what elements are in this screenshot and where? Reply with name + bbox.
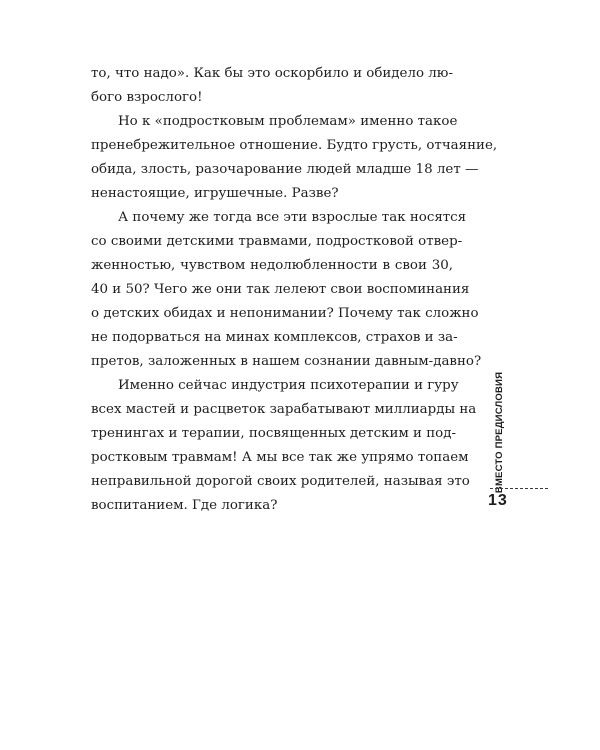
text-line: воспитанием. Где логика? [91,498,278,513]
dashed-divider [490,488,548,489]
text-line: Но к «подростковым проблемам» именно такое [118,114,458,129]
section-label: ВМЕСТО ПРЕДИСЛОВИЯ [494,371,506,493]
text-line: со своими детскими травмами, подростковой отвер- [91,234,463,249]
page-number: 13 [488,492,508,509]
text-line: Именно сейчас индустрия психотерапии и гуру [118,378,459,393]
text-line: не подорваться на минах комплексов, страхов и за- [91,330,458,345]
text-line: всех мастей и расцветок зарабатывают миллиарды на [91,402,477,417]
text-line: обида, злость, разочарование людей младше 18 лет — [91,162,479,177]
text-line: бого взрослого! [91,90,203,105]
text-line: женностью, чувством недолюбленности в свои 30, [91,258,453,273]
text-line: 40 и 50? Чего же они так лелеют свои воспоминания [91,282,470,297]
text-line: тренингах и терапии, посвященных детским и под- [91,426,456,441]
text-line: ростковым травмам! А мы все так же упрямо топаем [91,450,469,465]
text-line: то, что надо». Как бы это оскорбило и обидело лю- [91,66,453,81]
text-line: ненастоящие, игрушечные. Разве? [91,186,339,201]
text-line: неправильной дорогой своих родителей, называя это [91,474,470,489]
text-line: претов, заложенных в нашем сознании давным-давно? [91,354,482,369]
text-line: о детских обидах и непонимании? Почему так сложно [91,306,479,321]
text-line: А почему же тогда все эти взрослые так носятся [118,210,467,225]
text-line: пренебрежительное отношение. Будто грусть, отчаяние, [91,138,498,153]
running-header [475,371,525,493]
